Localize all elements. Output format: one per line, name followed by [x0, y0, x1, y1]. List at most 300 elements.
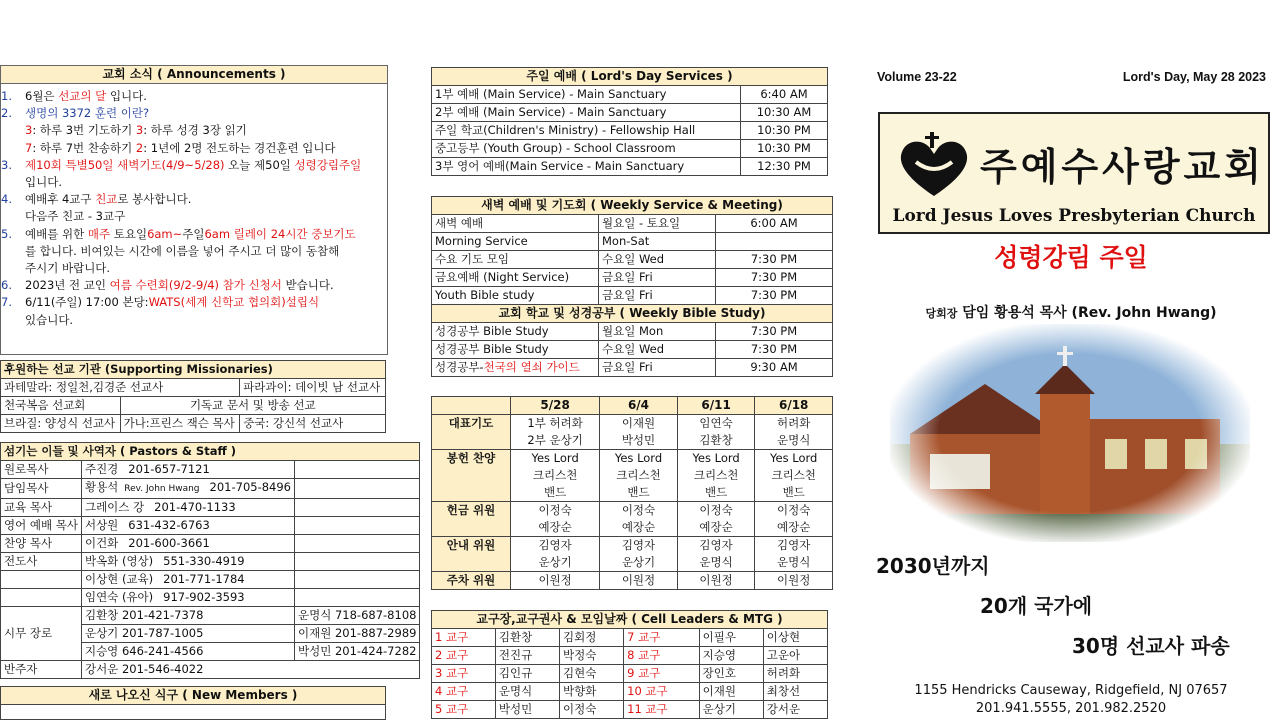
logo-korean-name: 주예수사랑교회 [980, 144, 1265, 189]
cell-leader: 운상기 [699, 701, 763, 719]
roles-cell [511, 502, 600, 537]
roles-cell-line: 김영자 [621, 538, 656, 552]
announcement-text [25, 141, 336, 155]
announcement-item [1, 312, 387, 329]
service-name: 1부 예배 (Main Service) - Main Sanctuary [432, 86, 741, 104]
announcement-text-part: 3 [135, 123, 144, 138]
staff-name [81, 535, 294, 553]
announcement-text-part: 2023년 전 교인 [25, 278, 110, 293]
cell-leader: 이재원 [699, 683, 763, 701]
staff-phone: 201-600-3661 [128, 536, 210, 550]
weekly-day: Mon-Sat [599, 233, 716, 251]
cell-leader: 최창선 [763, 683, 827, 701]
service-name: 중고등부 (Youth Group) - School Classroom [432, 140, 741, 158]
announcement-text-part: 제10회 특별50일 새벽기도(4/9~5/28) [25, 157, 225, 172]
staff-role: 찬양 목사 [1, 535, 82, 553]
announcement-text-part: 7 [25, 140, 33, 155]
roles-cell-line: 2부 운상기 [527, 433, 583, 447]
bible-time: 7:30 PM [716, 323, 833, 341]
announcement-text-part: 다음주 친교 - 3교구 [25, 209, 126, 224]
roles-cell-line: 임연숙 [699, 416, 733, 430]
staff-role: 담임목사 [1, 479, 82, 499]
announcement-text-part: 있습니다. [25, 312, 74, 327]
staff-name [81, 517, 294, 535]
cell-district: 1 교구 [432, 629, 496, 647]
announcement-text [25, 175, 62, 189]
roles-cell-line: 이정숙 [777, 503, 811, 517]
announcement-text [25, 123, 247, 137]
roles-header-row [432, 397, 833, 415]
staff-row [1, 571, 420, 589]
logo-english-name: Lord Jesus Loves Presbyterian Church [892, 206, 1256, 226]
cell-leader: 이정숙 [560, 701, 624, 719]
roles-cell [600, 450, 678, 502]
staff-row [1, 499, 420, 517]
staff-name-text: 주진경 [84, 462, 119, 476]
staff-name [81, 461, 294, 479]
roles-cell-line: 밴드 [627, 485, 650, 499]
announcement-text [25, 244, 339, 258]
weekly-time: 7:30 PM [716, 287, 833, 305]
announcement-text-part: 선교의 달 [58, 89, 107, 103]
staff-row [1, 589, 420, 607]
bible-time: 7:30 PM [716, 341, 833, 359]
cell-district: 10 교구 [624, 683, 700, 701]
staff-role: 영어 예배 목사 [1, 517, 82, 535]
missionary-cell: 브라질: 양성식 선교사 [1, 415, 121, 433]
bible-name-text: 성경공부- [435, 360, 484, 374]
roles-cell-line: 허려화 [777, 416, 811, 430]
cell-leaders-title: 교구장,교구권사 & 모임날짜 ( Cell Leaders & MTG ) [432, 611, 828, 629]
cell-district: 4 교구 [432, 683, 496, 701]
weekly-row [432, 269, 833, 287]
staff-name-en: Rev. John Hwang [124, 484, 200, 494]
roles-cell-line: 이원정 [699, 573, 733, 587]
announcement-item [1, 122, 387, 139]
announcement-text [25, 106, 149, 120]
cell-leader: 김환창 [495, 629, 559, 647]
cell-district: 2 교구 [432, 647, 496, 665]
cell-leader: 박성민 [495, 701, 559, 719]
roles-cell-line: 크리스천 [616, 468, 661, 482]
services-table [431, 67, 828, 176]
staff-row [1, 517, 420, 535]
cell-leader: 장인호 [699, 665, 763, 683]
cell-leader: 운명식 [495, 683, 559, 701]
staff-row [1, 535, 420, 553]
staff-name-text: 임연숙 (유아) [84, 590, 154, 604]
staff-role: 전도사 [1, 553, 82, 571]
roles-date: 6/18 [755, 397, 833, 415]
announcement-text-part: 오늘 제50일 [224, 157, 295, 172]
missionary-cell: 가나:프린스 잭슨 목사 [120, 415, 240, 433]
weekly-row [432, 251, 833, 269]
roles-cell-line: 김환창 [699, 433, 733, 447]
staff-phone: 201-705-8496 [209, 480, 291, 494]
roles-cell [677, 415, 755, 450]
cell-district: 3 교구 [432, 665, 496, 683]
staff-name [81, 553, 294, 571]
weekly-time: 7:30 PM [716, 269, 833, 287]
pastor-prefix: 당회장 [925, 307, 958, 320]
cell-leader: 박정숙 [560, 647, 624, 665]
roles-label: 봉헌 찬양 [432, 450, 511, 502]
announcement-number: 6. [1, 278, 12, 293]
bible-name [432, 323, 599, 341]
weekly-day: 금요일 Fri [599, 269, 716, 287]
services-title: 주일 예배 ( Lord's Day Services ) [432, 68, 828, 86]
missionary-cell: 기독교 문서 및 방송 선교 [120, 397, 385, 415]
announcement-item [1, 260, 387, 277]
bible-row [432, 341, 833, 359]
staff-name-text: 이상현 (교육) [84, 572, 154, 586]
bible-day: 수요일 Wed [599, 341, 716, 359]
elder-cell: 김환창 201-421-7378 [81, 607, 294, 625]
elder-cell: 운명식 718-687-8108 [295, 607, 420, 625]
announcement-text [25, 313, 73, 327]
roles-label: 안내 위원 [432, 537, 511, 572]
elder-cell: 지승영 646-241-4566 [81, 643, 294, 661]
roles-cell-line: 이원정 [538, 573, 572, 587]
staff-spacer [295, 535, 420, 553]
roles-cell [677, 450, 755, 502]
cell-leader: 김회정 [560, 629, 624, 647]
elder-cell: 박성민 201-424-7282 [295, 643, 420, 661]
weekly-name: 금요예배 (Night Service) [432, 269, 599, 287]
announcement-text-part: 3 [25, 123, 33, 138]
roles-cell [600, 502, 678, 537]
roles-cell [600, 415, 678, 450]
announcement-text-part: 성령강림주일 [294, 157, 362, 172]
cover-page [862, 62, 1280, 720]
staff-role: 교육 목사 [1, 499, 82, 517]
roles-cell-line: 크리스천 [532, 468, 578, 482]
weekly-title: 새벽 예배 및 기도회 ( Weekly Service & Meeting) [432, 197, 833, 215]
announcement-text [25, 261, 110, 275]
missionary-cell: 중국: 강신석 선교사 [240, 415, 386, 433]
announcement-text-part: 주일 [182, 226, 205, 241]
roles-date: 6/11 [677, 397, 755, 415]
church-building-photo [890, 324, 1250, 542]
staff-spacer [295, 479, 420, 499]
service-name: 2부 예배 (Main Service) - Main Sanctuary [432, 104, 741, 122]
announcement-item [1, 140, 387, 157]
bible-day: 금요일 Fri [599, 359, 716, 377]
roles-cell [600, 572, 678, 590]
bible-day: 월요일 Mon [599, 323, 716, 341]
service-row [432, 158, 828, 176]
announcement-text-part: : 하루 7번 찬송하기 [32, 140, 136, 155]
staff-role [1, 571, 82, 589]
service-name: 주일 학교(Children's Ministry) - Fellowship Hall [432, 122, 741, 140]
roles-date: 6/4 [600, 397, 678, 415]
weekly-day: 금요일 Fri [599, 287, 716, 305]
roles-cell-line: 운상기 [538, 555, 572, 569]
elders-role: 시무 장로 [1, 607, 82, 661]
weekly-time: 7:30 PM [716, 251, 833, 269]
staff-role [1, 589, 82, 607]
roles-cell-line: 운상기 [621, 555, 656, 569]
new-members-title: 새로 나오신 식구 ( New Members ) [1, 687, 386, 705]
staff-name-text: 박옥화 (영상) [84, 554, 154, 568]
roles-cell-line: 밴드 [704, 485, 728, 499]
announcement-text-part: 6/11(주일) 17:00 본당: [25, 295, 149, 310]
roles-label: 주차 위원 [432, 572, 511, 590]
roles-label: 헌금 위원 [432, 502, 511, 537]
announcement-text [25, 295, 319, 309]
roles-cell [511, 537, 600, 572]
roles-corner [432, 397, 511, 415]
staff-name [81, 479, 294, 499]
weekly-day: 월요일 - 토요일 [599, 215, 716, 233]
service-time: 10:30 PM [741, 140, 828, 158]
weekly-name: Youth Bible study [432, 287, 599, 305]
staff-name [81, 589, 294, 607]
announcement-text-part: : 하루 3번 기도하기 [32, 123, 136, 138]
accompanist-name: 강서운 201-546-4022 [81, 661, 419, 679]
cell-leader: 박향화 [560, 683, 624, 701]
service-row [432, 122, 828, 140]
service-time: 12:30 PM [741, 158, 828, 176]
staff-name-text: 서상원 [84, 518, 119, 532]
bible-row [432, 323, 833, 341]
roles-row [432, 502, 833, 537]
staff-phone: 631-432-6763 [128, 518, 210, 532]
announcement-text-part: 2 [135, 140, 144, 155]
announcement-number: 3. [1, 157, 12, 172]
accompanist-row [1, 661, 420, 679]
staff-phone: 201-470-1133 [154, 500, 236, 514]
announcement-text-part: 예배후 4교구 [25, 192, 96, 207]
vision-line-3: 30명 선교사 파송 [1072, 634, 1230, 658]
announcement-item [1, 88, 387, 105]
roles-cell-line: Yes Lord [770, 451, 818, 465]
staff-name-text: 이건화 [84, 536, 119, 550]
announcement-text-part: WATS(세계 신학교 협의회)설립식 [148, 295, 320, 310]
roles-cell-line: Yes Lord [692, 451, 740, 465]
roles-cell [755, 537, 833, 572]
announcement-item [1, 226, 387, 243]
announcement-text-part: 입니다. [25, 175, 62, 190]
weekly-row [432, 215, 833, 233]
announcement-number: 5. [1, 226, 12, 241]
roles-cell [677, 502, 755, 537]
weekly-name: 새벽 예배 [432, 215, 599, 233]
weekly-day: 수요일 Wed [599, 251, 716, 269]
staff-name-text: 황용석 [84, 480, 119, 494]
roles-cell-line: 예장순 [777, 520, 811, 534]
announcement-item [1, 243, 387, 260]
roles-label: 대표기도 [432, 415, 511, 450]
announcement-text-part: 예배를 위한 [25, 226, 88, 241]
weekly-name: 수요 기도 모임 [432, 251, 599, 269]
announcement-text [25, 278, 334, 292]
announcements-list [1, 88, 387, 329]
missionaries-title: 후원하는 선교 기관 (Supporting Missionaries) [1, 361, 386, 379]
service-time: 10:30 AM [741, 104, 828, 122]
heart-cross-icon [894, 132, 974, 202]
staff-spacer [295, 461, 420, 479]
cell-leader: 김현숙 [560, 665, 624, 683]
announcements-title: 교회 소식 ( Announcements ) [1, 66, 387, 84]
elder-cell: 이재원 201-887-2989 [295, 625, 420, 643]
bible-row [432, 359, 833, 377]
roles-cell-line: Yes Lord [614, 451, 663, 465]
announcement-item [1, 174, 387, 191]
missionaries-table [0, 360, 386, 433]
roles-cell-line: 1부 허려화 [527, 416, 583, 430]
staff-phone: 551-330-4919 [163, 554, 245, 568]
cell-leader: 전진규 [495, 647, 559, 665]
announcement-text-part: 6am~ [147, 226, 183, 241]
cell-row [432, 683, 828, 701]
roles-cell-line: 밴드 [782, 485, 805, 499]
new-members-table [0, 686, 386, 720]
bible-name-text: 성경공부 Bible Study [435, 324, 549, 338]
roles-cell-line: 이정숙 [699, 503, 733, 517]
announcement-text [25, 89, 147, 103]
missionary-cell: 과테말라: 정일천,김경준 선교사 [1, 379, 240, 397]
roles-cell-line: 김영자 [538, 538, 572, 552]
cell-leader: 이필우 [699, 629, 763, 647]
roles-cell [511, 415, 600, 450]
church-address [862, 682, 1280, 718]
roles-cell-line: 예장순 [699, 520, 733, 534]
cell-leaders-table [431, 610, 828, 719]
cell-district: 7 교구 [624, 629, 700, 647]
roles-cell-line: 운명식 [777, 555, 811, 569]
staff-spacer [295, 571, 420, 589]
staff-row [1, 461, 420, 479]
roles-row [432, 450, 833, 502]
announcement-number: 4. [1, 192, 12, 207]
staff-phone: 201-771-1784 [163, 572, 245, 586]
announcement-text-part: : 하루 성경 3장 읽기 [143, 123, 247, 138]
announcement-text-part: 6월은 [25, 89, 59, 103]
announcement-item [1, 105, 387, 122]
bible-study-title: 교회 학교 및 성경공부 ( Weekly Bible Study) [432, 305, 833, 323]
announcement-text-part: 주시기 바랍니다. [25, 261, 111, 276]
staff-spacer [295, 499, 420, 517]
cell-leader: 김인규 [495, 665, 559, 683]
missionary-cell: 천국복음 선교회 [1, 397, 121, 415]
staff-spacer [295, 517, 420, 535]
roles-cell [755, 572, 833, 590]
weekly-table [431, 196, 833, 377]
weekly-row [432, 233, 833, 251]
service-time: 6:40 AM [741, 86, 828, 104]
roles-row [432, 415, 833, 450]
announcement-item [1, 294, 387, 311]
roles-cell-line: 이재원 [621, 416, 656, 430]
staff-title: 섬기는 이들 및 사역자 ( Pastors & Staff ) [1, 443, 420, 461]
pastor-name: 담임 황용석 목사 (Rev. John Hwang) [962, 305, 1217, 321]
announcement-item [1, 157, 387, 174]
roles-cell-line: 김영자 [777, 538, 811, 552]
roles-table [431, 396, 833, 590]
staff-table [0, 442, 420, 679]
cell-district: 9 교구 [624, 665, 700, 683]
roles-row [432, 572, 833, 590]
announcement-text [25, 227, 356, 241]
roles-cell [511, 450, 600, 502]
announcement-text-part: 토요일 [110, 226, 148, 241]
announcement-item [1, 191, 387, 208]
roles-cell-line: 예장순 [621, 520, 656, 534]
staff-phone: 917-902-3593 [163, 590, 245, 604]
announcement-text-part: 친교 [95, 192, 118, 207]
roles-cell-line: 운명식 [777, 433, 811, 447]
staff-phone: 201-657-7121 [128, 462, 210, 476]
roles-cell [677, 537, 755, 572]
announcement-text [25, 192, 191, 206]
announcement-text [25, 209, 125, 223]
roles-cell [755, 450, 833, 502]
phone-line: 201.941.5555, 201.982.2520 [975, 701, 1167, 716]
sunday-theme: 성령강림 주일 [994, 243, 1148, 272]
staff-spacer [295, 589, 420, 607]
service-row [432, 104, 828, 122]
church-logo [878, 112, 1270, 234]
roles-cell-line: 밴드 [543, 485, 567, 499]
roles-cell-line: 이원정 [777, 573, 811, 587]
cell-district: 5 교구 [432, 701, 496, 719]
service-name: 3부 영어 예배(Main Service - Main Sanctuary [432, 158, 741, 176]
announcement-number: 7. [1, 295, 12, 310]
cell-district: 8 교구 [624, 647, 700, 665]
new-members-body [1, 705, 386, 720]
staff-name [81, 499, 294, 517]
cell-row [432, 701, 828, 719]
roles-cell-line: 예장순 [538, 520, 572, 534]
bible-name-text: 성경공부 Bible Study [435, 342, 549, 356]
roles-cell-line: 이정숙 [621, 503, 656, 517]
announcement-item [1, 208, 387, 225]
announcement-text-part: 6am 릴레이 24시간 중보기도 [204, 226, 356, 241]
accompanist-role: 반주자 [1, 661, 82, 679]
elder-cell: 운상기 201-787-1005 [81, 625, 294, 643]
bible-name [432, 359, 599, 377]
roles-cell-line: Yes Lord [531, 451, 579, 465]
cell-row [432, 629, 828, 647]
roles-cell-line: 박성민 [621, 433, 656, 447]
cell-leader: 고운아 [763, 647, 827, 665]
roles-cell-line: 운명식 [699, 555, 733, 569]
cell-leader: 이상현 [763, 629, 827, 647]
announcement-text-part: 를 합니다. 비여있는 시간에 이름을 넣어 주시고 더 많이 동참해 [25, 243, 340, 258]
pastor-line [862, 302, 1280, 322]
staff-row [1, 479, 420, 499]
cell-district: 11 교구 [624, 701, 700, 719]
announcement-text-part: 받습니다. [281, 278, 334, 293]
vision-line-1: 2030년까지 [876, 554, 990, 578]
vision-line-2: 20개 국가에 [980, 594, 1093, 618]
weekly-name: Morning Service [432, 233, 599, 251]
service-row [432, 86, 828, 104]
cell-leader: 지승영 [699, 647, 763, 665]
staff-name [81, 571, 294, 589]
roles-cell [677, 572, 755, 590]
date-label: Lord's Day, May 28 2023 [1122, 70, 1266, 84]
weekly-row [432, 287, 833, 305]
roles-date: 5/28 [511, 397, 600, 415]
roles-cell [755, 502, 833, 537]
announcement-text-part: 입니다. [106, 89, 147, 103]
roles-cell [511, 572, 600, 590]
roles-cell [600, 537, 678, 572]
weekly-time: 6:00 AM [716, 215, 833, 233]
roles-cell-line: 김영자 [699, 538, 733, 552]
